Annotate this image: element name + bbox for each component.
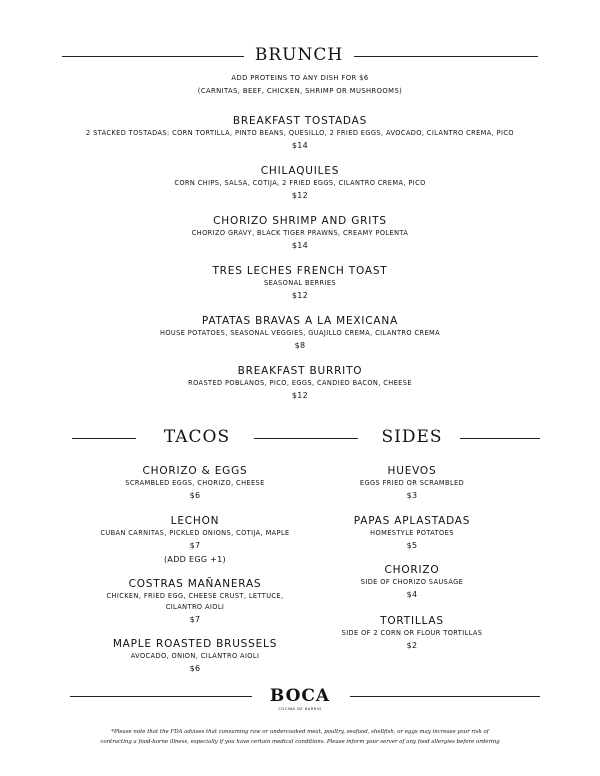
item-price: $8 (294, 341, 306, 350)
item-description: CHORIZO GRAVY, BLACK TIGER PRAWNS, CREAMY POLENTA (191, 229, 409, 237)
item-price: $14 (291, 141, 309, 150)
boca-logo (0, 686, 600, 712)
item-description: HOUSE POTATOES, SEASONAL VEGGIES, GUAJILLO CREMA, CILANTRO CREMA (159, 329, 441, 337)
item-name: PATATAS BRAVAS A LA MEXICANA (201, 315, 399, 327)
item-price: $4 (406, 590, 418, 599)
item-price: $14 (291, 241, 309, 250)
item-name: PAPAS APLASTADAS (353, 515, 471, 527)
item-description: SIDE OF 2 CORN OR FLOUR TORTILLAS (341, 629, 483, 637)
item-name: CHILAQUILES (260, 165, 340, 177)
item-name: BREAKFAST TOSTADAS (232, 115, 368, 127)
menu-item (70, 464, 320, 503)
item-price: $7 (189, 541, 201, 550)
protein-note-line1: ADD PROTEINS TO ANY DISH FOR $6 (231, 74, 369, 82)
menu-item (0, 114, 600, 153)
logo-tagline: COCINA DE BARRIO (278, 707, 322, 711)
item-price: $12 (291, 291, 309, 300)
item-description: EGGS FRIED OR SCRAMBLED (359, 479, 465, 487)
item-name: LECHON (170, 515, 220, 527)
item-description: ROASTED POBLANOS, PICO, EGGS, CANDIED BACON, CHEESE (188, 379, 412, 387)
item-name: TORTILLAS (380, 615, 444, 627)
item-name: COSTRAS MAÑANERAS (128, 578, 262, 590)
item-description: SCRAMBLED EGGS, CHORIZO, CHEESE (125, 479, 265, 487)
disclaimer-line1: *Please note that the FDA advises that consuming raw or undercooked meat, poultry, seafood, shellfish, or eggs may increase your risk of (111, 729, 489, 735)
item-name: CHORIZO SHRIMP AND GRITS (213, 215, 387, 227)
sides-title: SIDES (381, 427, 443, 447)
item-description: 2 STACKED TOSTADAS: CORN TORTILLA, PINTO BEANS, QUESILLO, 2 FRIED EGGS, AVOCADO, CILANTRO CREMA, PICO (86, 129, 514, 137)
brunch-rule-right (354, 56, 538, 57)
item-description: CHICKEN, FRIED EGG, CHEESE CRUST, LETTUCE, (106, 592, 284, 600)
item-description: HOMESTYLE POTATOES (370, 529, 454, 537)
item-name: CHORIZO & EGGS (142, 465, 248, 477)
sides-rule-right (460, 438, 540, 439)
item-price: $12 (291, 191, 309, 200)
menu-item (70, 514, 320, 567)
disclaimer-line2: contracting a food-borne illness, especially if you have certain medical conditions. Please inform your server of any food allergies before ordering (100, 739, 500, 745)
item-description-cont: CILANTRO AIOLI (165, 603, 225, 611)
fda-disclaimer (90, 727, 510, 747)
item-price: $7 (189, 615, 201, 624)
menu-item (322, 514, 502, 553)
section-divider-rule (254, 438, 358, 439)
menu-item (70, 577, 320, 627)
item-name: TRES LECHES FRENCH TOAST (212, 265, 388, 277)
menu-item (0, 164, 600, 203)
item-price: $12 (291, 391, 309, 400)
item-name: MAPLE ROASTED BRUSSELS (112, 638, 278, 650)
menu-item (322, 464, 502, 503)
menu-item (0, 214, 600, 253)
item-description: SIDE OF CHORIZO SAUSAGE (360, 578, 464, 586)
item-addon: (ADD EGG +1) (164, 555, 226, 564)
logo-wordmark: BOCA (269, 686, 331, 706)
menu-item (70, 637, 320, 676)
item-description: CORN CHIPS, SALSA, COTIJA, 2 FRIED EGGS, CILANTRO CREMA, PICO (174, 179, 426, 187)
item-price: $6 (189, 491, 201, 500)
tacos-rule-left (72, 438, 136, 439)
brunch-title: BRUNCH (254, 45, 344, 65)
item-price: $5 (406, 541, 418, 550)
item-description: CUBAN CARNITAS, PICKLED ONIONS, COTIJA, MAPLE (100, 529, 290, 537)
item-name: HUEVOS (387, 465, 437, 477)
item-name: CHORIZO (384, 564, 440, 576)
tacos-title: TACOS (163, 427, 231, 447)
item-price: $2 (406, 641, 418, 650)
item-description: SEASONAL BERRIES (264, 279, 336, 287)
menu-item (0, 314, 600, 353)
brunch-rule-left (62, 56, 244, 57)
menu-item (0, 264, 600, 303)
item-name: BREAKFAST BURRITO (237, 365, 363, 377)
menu-item (322, 614, 502, 653)
protein-note-line2: (CARNITAS, BEEF, CHICKEN, SHRIMP OR MUSHROOMS) (197, 87, 403, 95)
item-description: AVOCADO, ONION, CILANTRO AIOLI (130, 652, 260, 660)
menu-item (0, 364, 600, 403)
item-price: $3 (406, 491, 418, 500)
item-price: $6 (189, 664, 201, 673)
menu-item (322, 563, 502, 602)
